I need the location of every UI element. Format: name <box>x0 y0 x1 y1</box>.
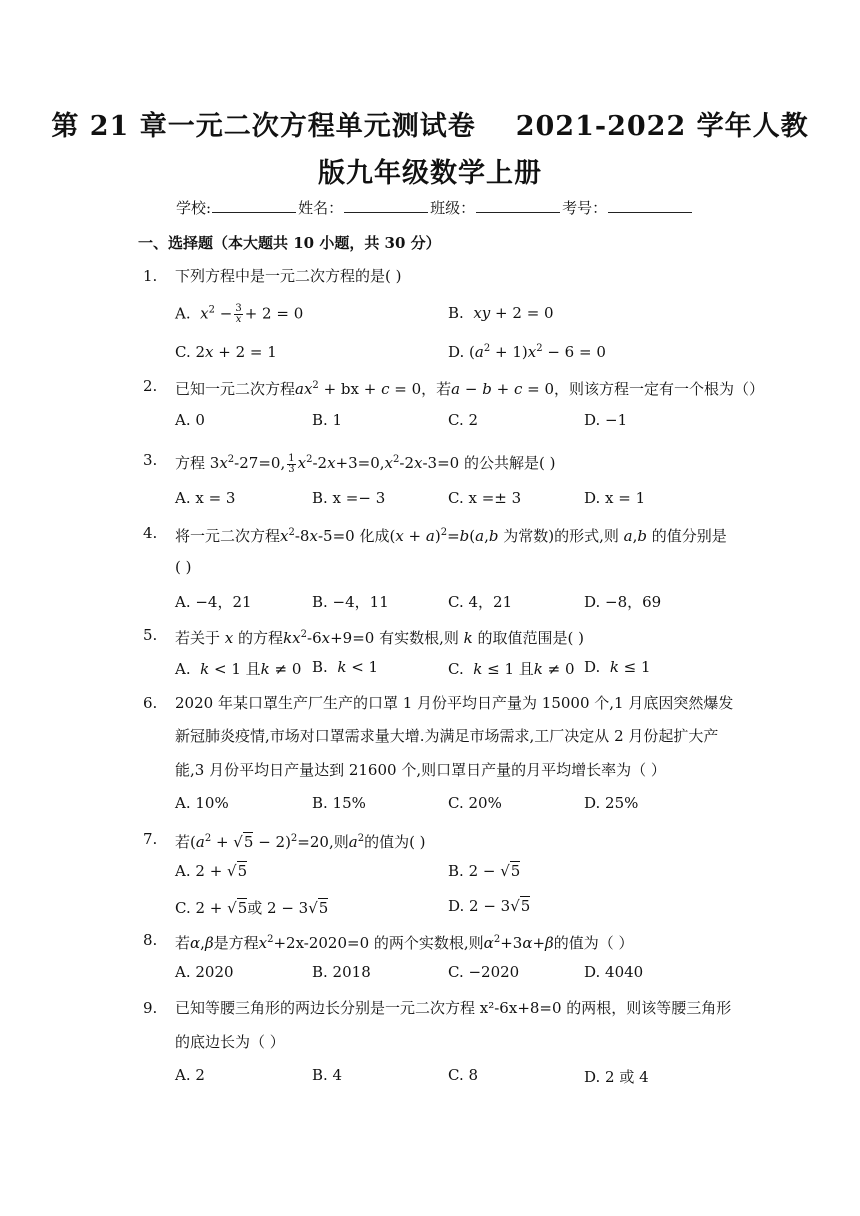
option-d[interactable]: D. k ≤ 1 <box>584 658 651 676</box>
option-c[interactable]: C. 8 <box>448 1066 479 1084</box>
option-c[interactable]: C. 2x + 2 = 1 <box>175 343 277 361</box>
question-text: 2020 年某口罩生产厂生产的口罩 1 月份平均日产量为 15000 个,1 月底因突然爆发 <box>175 694 734 712</box>
option-a[interactable]: A. 2020 <box>175 963 234 981</box>
option-b[interactable]: B. −4，11 <box>312 593 389 611</box>
option-d[interactable]: D. $(a^2 + 1)x^2 - 6 = 0$ <box>448 343 606 361</box>
option-d[interactable]: D. −1 <box>584 411 628 429</box>
option-c[interactable]: C. 4，21 <box>448 593 513 611</box>
school-label: 学校: <box>176 199 212 217</box>
option-a[interactable]: A. x = 3 <box>175 489 236 507</box>
option-b[interactable]: B. 2018 <box>312 963 371 981</box>
option-a[interactable]: A. k < 1 且k ≠ 0 <box>175 660 302 678</box>
page-title-line-2: 版九年级数学上册 <box>318 158 542 189</box>
option-c[interactable]: C. 2 <box>448 411 479 429</box>
fraction: $\frac{3}{x}$ <box>235 303 242 325</box>
option-b[interactable]: B. 2 − √5 <box>448 862 521 880</box>
class-blank[interactable] <box>476 198 560 213</box>
exam-number-blank[interactable] <box>608 198 692 213</box>
question-text: 已知一元二次方程$ax^2$ + bx + c = 0，若a − b + c = 0，则该方程一定有一个根为（） <box>175 380 765 398</box>
class-label: 班级： <box>430 199 476 217</box>
question-text: 若$(a^2 + √5 - 2)^2=20$,则$a^2$的值为( ) <box>175 833 426 851</box>
page-title <box>0 104 860 143</box>
title-part-1: 第 21 章一元二次方程单元测试卷 <box>51 111 476 142</box>
question-text: 下列方程中是一元二次方程的是( ) <box>175 267 402 285</box>
option-d[interactable]: D. 25% <box>584 794 639 812</box>
option-c[interactable]: C. x =± 3 <box>448 489 522 507</box>
option-c[interactable]: C. 20% <box>448 794 502 812</box>
option-c[interactable]: C. −2020 <box>448 963 520 981</box>
option-d[interactable]: D. −8，69 <box>584 593 662 611</box>
question-text: 已知等腰三角形的两边长分别是一元二次方程 x²-6x+8=0 的两根，则该等腰三角形 <box>175 999 732 1017</box>
option-a[interactable]: A. 2 + √5 <box>175 862 248 880</box>
option-b[interactable]: B. 1 <box>312 411 343 429</box>
title-part-2: 2021-2022 学年人教 <box>515 111 809 142</box>
option-a[interactable]: A. −4，21 <box>175 593 252 611</box>
option-b[interactable]: B. k < 1 <box>312 658 379 676</box>
option-b[interactable]: B. 15% <box>312 794 366 812</box>
question-text: 方程 $3x^2-27=0$, $\frac{1}{3}$ $x^2-2x+3=0,x^2-2x-3=0$ 的公共解是( ) <box>175 452 556 475</box>
option-c[interactable]: C. k ≤ 1 且k ≠ 0 <box>448 660 575 678</box>
option-a[interactable]: A. $x^2$ − $\frac{3}{x}$ + 2 = 0 <box>175 303 304 325</box>
option-d[interactable]: D. 2 或 4 <box>584 1068 649 1086</box>
option-d[interactable]: D. x = 1 <box>584 489 646 507</box>
question-number: 1. <box>143 267 158 285</box>
option-a[interactable]: A. 10% <box>175 794 229 812</box>
exam-number-label: 考号： <box>562 199 608 217</box>
option-b[interactable]: B. 4 <box>312 1066 343 1084</box>
option-d[interactable]: D. 4040 <box>584 963 644 981</box>
name-blank[interactable] <box>344 198 428 213</box>
exam-page: 第 21 章一元二次方程单元测试卷 2021-2022 学年人教 版九年级数学上册 学校: 姓名： 班级： 考号： 一、选择题（本大题共 10 小题，共 30 分） 1. 下列方程中是一元二次方程的是( ) A. $x^2$ − $\frac{3}{x}$ + 2 = 0 B. xy + 2 = 0 C. 2x + 2 = 1 D. $(a^2 + 1)x^2 - 6 = 0$ 2. 已知一元二次方程$ax^2$ + bx + c = 0，若a − b + c = 0，则该方程一定有一个根为（） A. 0 B. 1 C. 2 D. −1 3. 方程 $3x^2-27=0$, $\frac{1}{3}$ $x^2-2x+3=0,x^2-2x-3=0$ 的公共解是( ) A. x = 3 B. x =− 3 C. x =± 3 D. x = 1 4. 将一元二次方程$x^2-8x-5=0$ 化成$(x + a)^2=b(a,b$ 为常数)的形式,则 a,b 的值分别是 ( ) A. −4，21 B. −4，11 C. 4，21 D. −8，69 5. 若关于 x 的方程$kx^2-6x+9=0$ 有实数根,则 k 的取值范围是( ) A. k < 1 且k ≠ 0 B. k < 1 C. k ≤ 1 且k ≠ 0 D. k ≤ 1 6. 2020 年某口罩生产厂生产的口罩 1 月份平均日产量为 15000 个,1 月底因突然爆发 新冠肺炎疫情,市场对口罩需求量大增.为满足市场需求,工厂决定从 2 月份起扩大产 能,3 月份平均日产量达到 21600 个,则口罩日产量的月平均增长率为（ ） A. 10% B. 15% C. 20% D. 25% 7. 若$(a^2 + √5 - 2)^2=20$,则$a^2$的值为( ) A. 2 + √5 B. 2 − √5 C. 2 + √5或 2 − 3√5 D. 2 − 3√5 8. 若α,β是方程$x^2+2x-2020=0$ 的两个实数根,则$\alpha^2+3\alpha+\beta$的值为（ ） A. 2020 B. 2018 C. −2020 D. 4040 9. 已知等腰三角形的两边长分别是一元二次方程 x²-6x+8=0 的两根，则该等腰三角形 的底边长为（ ） A. 2 B. 4 C. 8 D. 2 或 4 <box>0 0 860 1216</box>
option-b[interactable]: B. x =− 3 <box>312 489 386 507</box>
question-text: 若α,β是方程$x^2+2x-2020=0$ 的两个实数根,则$\alpha^2+3\alpha+\beta$的值为（ ） <box>175 934 634 952</box>
school-blank[interactable] <box>212 198 296 213</box>
option-c[interactable]: C. 2 + √5或 2 − 3√5 <box>175 899 329 917</box>
option-a[interactable]: A. 0 <box>175 411 205 429</box>
section-heading: 一、选择题（本大题共 10 小题，共 30 分） <box>138 234 441 252</box>
option-d[interactable]: D. 2 − 3√5 <box>448 897 531 915</box>
student-info-row <box>176 197 694 218</box>
question-text: 将一元二次方程$x^2-8x-5=0$ 化成$(x + a)^2=b(a,b$ 为常数)的形式,则 a,b 的值分别是 <box>175 527 727 545</box>
option-b[interactable]: B. xy + 2 = 0 <box>448 304 554 322</box>
question-text: 若关于 x 的方程$kx^2-6x+9=0$ 有实数根,则 k 的取值范围是( ) <box>175 629 585 647</box>
option-a[interactable]: A. 2 <box>175 1066 205 1084</box>
name-label: 姓名： <box>298 199 344 217</box>
